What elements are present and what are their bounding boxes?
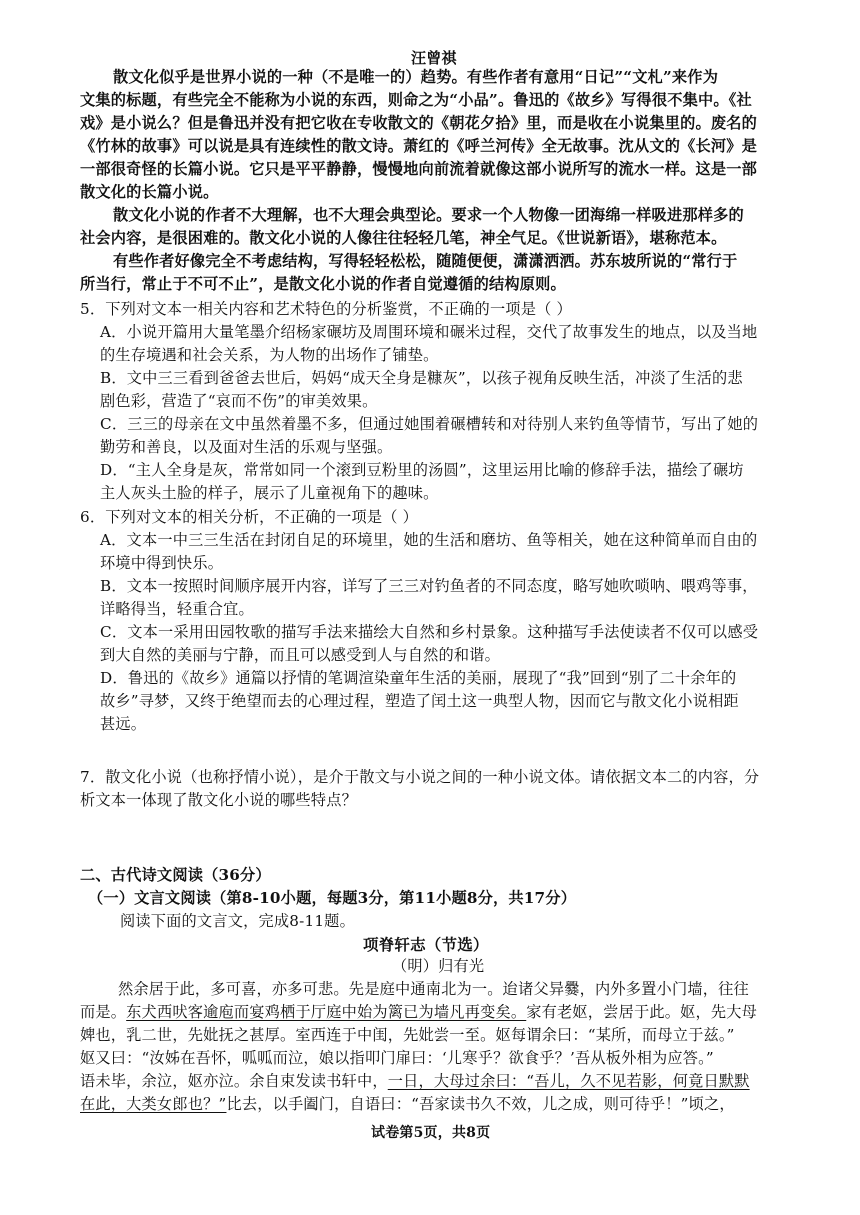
classical-line [80,1072,750,1091]
q6-option-d-cont: 甚远。 [100,715,147,733]
prose-line: 戏》是小说么？但是鲁迅并没有把它收在专收散文的《朝花夕拾》里，而是收在小说集里的。废名的 [80,114,758,132]
q6-option-b: B．文本一按照时间顺序展开内容，详写了三三对钓鱼者的不同态度，略写她吹唢呐、喂鸡等事， [100,577,758,595]
q5-option-b-cont: 剧色彩，营造了“哀而不伤”的审美效果。 [100,392,378,410]
classical-line: 婢也，乳二世，先妣抚之甚厚。室西连于中闺，先妣尝一至。妪每谓余曰：“某所，而母立于兹。” [80,1026,735,1044]
q5-option-b: B．文中三三看到爸爸去世后，妈妈“成天全身是糠灰”，以孩子视角反映生活，冲淡了生活的悲 [100,369,743,387]
question-7-cont: 析文本一体现了散文化小说的哪些特点？ [80,791,357,809]
classical-title: 项脊轩志（节选） [363,935,489,954]
author-name: 汪曾祺 [411,49,457,67]
classical-line [80,1003,757,1022]
page-footer: 试卷第5页，共8页 [371,1125,491,1141]
q6-option-a-cont: 环境中得到快乐。 [100,554,224,572]
classical-fragment: 比去，以手阖门，自语曰：“吾家读书久不效，儿之成，则可待乎！”顷之， [226,1095,735,1113]
q6-option-c: C．文本一采用田园牧歌的描写手法来描绘大自然和乡村景象。这种描写手法使读者不仅可以感受 [100,623,759,641]
q5-option-d-cont: 主人灰头土脸的样子，展示了儿童视角下的趣味。 [100,484,439,502]
question-6-stem: 6．下列对文本的相关分析，不正确的一项是（ ） [80,508,419,526]
underlined-sentence: 一日，大母过余曰：“吾儿，久不见若影，何竟日默默 [387,1072,750,1090]
section-heading: 二、古代诗文阅读（36分） [80,866,271,884]
q5-option-a: A．小说开篇用大量笔墨介绍杨家碾坊及周围环境和碾米过程，交代了故事发生的地点，以及当地 [100,323,758,341]
classical-author: （明）归有光 [392,957,485,975]
q6-option-b-cont: 详略得当，轻重合宜。 [100,600,254,618]
q6-option-d: D．鲁迅的《故乡》通篇以抒情的笔调渲染童年生活的美丽，展现了“我”回到“别了二十余年的 [100,669,737,687]
q5-option-c-cont: 勤劳和善良，以及面对生活的乐观与坚强。 [100,438,393,456]
underlined-sentence: 在此，大类女郎也？” [80,1095,227,1113]
q5-option-d: D．“主人全身是灰，常常如同一个滚到豆粉里的汤圆”，这里运用比喻的修辞手法，描绘了碾坊 [100,461,744,479]
prose-line: 散文化的长篇小说。 [80,183,219,201]
prose-line: 社会内容，是很困难的。散文化小说的人像往往轻轻几笔，神全气足。《世说新语》，堪称范本。 [80,229,727,247]
prose-line: 所当行，常止于不可不止”，是散文化小说的作者自觉遵循的结构原则。 [80,275,566,293]
classical-line: 妪又曰：“汝姊在吾怀，呱呱而泣，娘以指叩门扉曰：‘儿寒乎？欲食乎？’吾从板外相为应答。” [80,1049,714,1067]
question-5-stem: 5．下列对文本一相关内容和艺术特色的分析鉴赏，不正确的一项是（ ） [80,300,572,318]
prose-line: 一部很奇怪的长篇小说。它只是平平静静，慢慢地向前流着就像这部小说所写的流水一样。这是一部 [80,160,758,178]
q6-option-d-cont: 故乡”寻梦，又终于绝望而去的心理过程，塑造了闰土这一典型人物，因而它与散文化小说相距 [100,692,739,710]
classical-line [80,1095,735,1114]
prose-line: 有些作者好像完全不考虑结构，写得轻轻松松，随随便便，潇潇洒洒。苏东坡所说的“常行于 [113,252,738,270]
prose-line: 散文化小说的作者不大理解，也不大理会典型论。要求一个人物像一团海绵一样吸进那样多的 [113,206,744,224]
q6-option-a: A．文本一中三三生活在封闭自足的环境里，她的生活和磨坊、鱼等相关，她在这种简单而自由的 [100,531,758,549]
classical-fragment: 而是。 [80,1003,127,1021]
q5-option-a-cont: 的生存境遇和社会关系，为人物的出场作了铺垫。 [100,346,439,364]
instruction: 阅读下面的文言文，完成8-11题。 [120,912,355,930]
underlined-sentence: 东犬西吠客逾庖而宴鸡栖于厅庭中始为篱已为墙凡再变矣。 [126,1003,527,1021]
prose-line: 散文化似乎是世界小说的一种（不是唯一的）趋势。有些作者有意用“日记”“文札”来作为 [113,68,719,86]
prose-line: 文集的标题，有些完全不能称为小说的东西，则命之为“小品”。鲁迅的《故乡》写得很不集中。《社 [80,91,752,109]
classical-line: 然余居于此，多可喜，亦多可悲。先是庭中通南北为一。迨诸父异爨，内外多置小门墙，往往 [118,980,749,998]
classical-fragment: 家有老妪，尝居于此。妪，先大母 [526,1003,758,1021]
q5-option-c: C．三三的母亲在文中虽然着墨不多，但通过她围着碾槽转和对待别人来钓鱼等情节，写出了她的 [100,415,759,433]
prose-line: 《竹林的故事》可以说是具有连续性的散文诗。萧红的《呼兰河传》全无故事。沈从文的《长河》是 [80,137,758,155]
q6-option-c-cont: 到大自然的美丽与宁静，而且可以感受到人与自然的和谐。 [100,646,501,664]
subsection-heading: （一）文言文阅读（第8-10小题，每题3分，第11小题8分，共17分） [88,889,577,907]
question-7: 7．散文化小说（也称抒情小说），是介于散文与小说之间的一种小说文体。请依据文本二的内容，分 [80,768,760,786]
classical-fragment: 语未毕，余泣，妪亦泣。余自束发读书轩中， [80,1072,388,1090]
